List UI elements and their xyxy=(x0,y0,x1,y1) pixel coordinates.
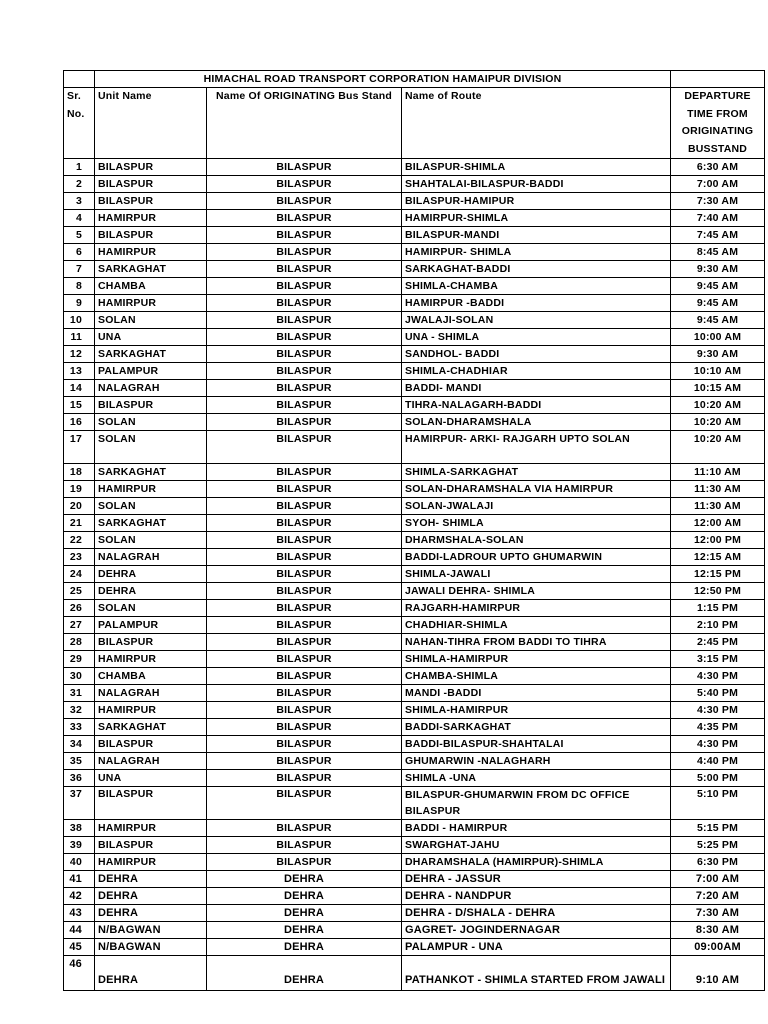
unit-name-cell: BILASPUR xyxy=(95,176,207,193)
departure-time-cell: 11:30 AM xyxy=(671,498,765,515)
table-row xyxy=(64,600,765,617)
departure-time-cell: 6:30 AM xyxy=(671,159,765,176)
departure-time-cell: 8:30 AM xyxy=(671,922,765,939)
originating-stand-cell: BILASPUR xyxy=(207,329,402,346)
table-row xyxy=(64,820,765,837)
sr-no-cell: 13 xyxy=(64,363,95,380)
header-originating-stand: Name Of ORIGINATING Bus Stand xyxy=(207,88,402,159)
table-row xyxy=(64,566,765,583)
departure-time-cell: 10:15 AM xyxy=(671,380,765,397)
sr-no-cell: 23 xyxy=(64,549,95,566)
sr-no-cell: 12 xyxy=(64,346,95,363)
table-row xyxy=(64,736,765,753)
departure-time-cell: 7:00 AM xyxy=(671,871,765,888)
route-cell: SOLAN-DHARAMSHALA xyxy=(402,414,671,431)
unit-name-cell: CHAMBA xyxy=(95,668,207,685)
originating-stand-cell: DEHRA xyxy=(207,956,402,991)
table-row xyxy=(64,770,765,787)
sr-no-cell: 38 xyxy=(64,820,95,837)
unit-name-cell: SOLAN xyxy=(95,600,207,617)
sr-no-cell: 8 xyxy=(64,278,95,295)
originating-stand-cell: BILASPUR xyxy=(207,719,402,736)
table-row xyxy=(64,193,765,210)
unit-name-cell: PALAMPUR xyxy=(95,363,207,380)
route-cell: SHIMLA-CHAMBA xyxy=(402,278,671,295)
unit-name-cell: NALAGRAH xyxy=(95,753,207,770)
departure-time-cell: 4:40 PM xyxy=(671,753,765,770)
unit-name-cell: SOLAN xyxy=(95,414,207,431)
originating-stand-cell: DEHRA xyxy=(207,922,402,939)
sr-no-cell: 31 xyxy=(64,685,95,702)
unit-name-cell: HAMIRPUR xyxy=(95,820,207,837)
table-row xyxy=(64,210,765,227)
route-cell: CHAMBA-SHIMLA xyxy=(402,668,671,685)
table-row xyxy=(64,719,765,736)
route-cell: DEHRA - NANDPUR xyxy=(402,888,671,905)
originating-stand-cell: BILASPUR xyxy=(207,820,402,837)
unit-name-cell: DEHRA xyxy=(95,566,207,583)
table-row xyxy=(64,702,765,719)
route-cell: SHIMLA-SARKAGHAT xyxy=(402,464,671,481)
table-row xyxy=(64,295,765,312)
departure-time-cell: 9:45 AM xyxy=(671,295,765,312)
originating-stand-cell: BILASPUR xyxy=(207,600,402,617)
table-row xyxy=(64,244,765,261)
originating-stand-cell: BILASPUR xyxy=(207,227,402,244)
route-cell: HAMIRPUR -BADDI xyxy=(402,295,671,312)
route-cell: BADDI- MANDI xyxy=(402,380,671,397)
table-row xyxy=(64,634,765,651)
unit-name-cell: SOLAN xyxy=(95,431,207,464)
unit-name-cell: NALAGRAH xyxy=(95,685,207,702)
sr-no-cell: 40 xyxy=(64,854,95,871)
table-row xyxy=(64,753,765,770)
sr-no-cell: 2 xyxy=(64,176,95,193)
route-cell: SHIMLA-HAMIRPUR xyxy=(402,651,671,668)
sr-no-cell: 3 xyxy=(64,193,95,210)
route-cell: DHARMSHALA-SOLAN xyxy=(402,532,671,549)
sr-no-cell: 29 xyxy=(64,651,95,668)
originating-stand-cell: DEHRA xyxy=(207,905,402,922)
departure-time-cell: 4:30 PM xyxy=(671,668,765,685)
route-cell: BADDI-SARKAGHAT xyxy=(402,719,671,736)
unit-name-cell: SOLAN xyxy=(95,532,207,549)
departure-time-cell: 10:10 AM xyxy=(671,363,765,380)
route-cell: JWALAJI-SOLAN xyxy=(402,312,671,329)
originating-stand-cell: BILASPUR xyxy=(207,363,402,380)
table-row xyxy=(64,854,765,871)
route-cell: RAJGARH-HAMIRPUR xyxy=(402,600,671,617)
unit-name-cell: BILASPUR xyxy=(95,193,207,210)
unit-name-cell: HAMIRPUR xyxy=(95,244,207,261)
sr-no-cell: 43 xyxy=(64,905,95,922)
header-row xyxy=(64,88,765,159)
sr-no-cell: 26 xyxy=(64,600,95,617)
table-row xyxy=(64,922,765,939)
route-cell: TIHRA-NALAGARH-BADDI xyxy=(402,397,671,414)
table-row xyxy=(64,515,765,532)
route-cell: HAMIRPUR- ARKI- RAJGARH UPTO SOLAN xyxy=(402,431,671,464)
unit-name-cell: BILASPUR xyxy=(95,634,207,651)
table-row xyxy=(64,481,765,498)
sr-no-cell: 25 xyxy=(64,583,95,600)
originating-stand-cell: BILASPUR xyxy=(207,651,402,668)
route-cell: DHARAMSHALA (HAMIRPUR)-SHIMLA xyxy=(402,854,671,871)
departure-time-cell: 9:10 AM xyxy=(671,956,765,991)
sr-no-cell: 5 xyxy=(64,227,95,244)
departure-time-cell: 5:00 PM xyxy=(671,770,765,787)
departure-time-cell: 3:15 PM xyxy=(671,651,765,668)
sr-no-cell: 10 xyxy=(64,312,95,329)
title-blank-cell xyxy=(671,71,765,88)
table-row xyxy=(64,651,765,668)
departure-time-cell: 11:30 AM xyxy=(671,481,765,498)
unit-name-cell: PALAMPUR xyxy=(95,617,207,634)
sr-no-cell: 41 xyxy=(64,871,95,888)
unit-name-cell: BILASPUR xyxy=(95,736,207,753)
sr-no-cell: 32 xyxy=(64,702,95,719)
title-row xyxy=(64,71,765,88)
departure-time-cell: 9:45 AM xyxy=(671,312,765,329)
unit-name-cell: BILASPUR xyxy=(95,787,207,820)
departure-time-cell: 5:25 PM xyxy=(671,837,765,854)
originating-stand-cell: BILASPUR xyxy=(207,702,402,719)
sr-no-cell: 44 xyxy=(64,922,95,939)
departure-time-cell: 12:00 PM xyxy=(671,532,765,549)
table-row xyxy=(64,956,765,991)
unit-name-cell: SARKAGHAT xyxy=(95,515,207,532)
unit-name-cell: UNA xyxy=(95,329,207,346)
unit-name-cell: UNA xyxy=(95,770,207,787)
originating-stand-cell: BILASPUR xyxy=(207,634,402,651)
departure-time-cell: 7:45 AM xyxy=(671,227,765,244)
header-unit-name: Unit Name xyxy=(95,88,207,159)
table-row xyxy=(64,685,765,702)
departure-time-cell: 7:20 AM xyxy=(671,888,765,905)
sr-no-cell: 30 xyxy=(64,668,95,685)
route-cell: MANDI -BADDI xyxy=(402,685,671,702)
table-row xyxy=(64,380,765,397)
route-cell: CHADHIAR-SHIMLA xyxy=(402,617,671,634)
unit-name-cell: SOLAN xyxy=(95,312,207,329)
route-cell: SHAHTALAI-BILASPUR-BADDI xyxy=(402,176,671,193)
unit-name-cell: SARKAGHAT xyxy=(95,464,207,481)
route-cell: SHIMLA-HAMIRPUR xyxy=(402,702,671,719)
table-row xyxy=(64,227,765,244)
unit-name-cell: HAMIRPUR xyxy=(95,854,207,871)
table-row xyxy=(64,261,765,278)
unit-name-cell: DEHRA xyxy=(95,583,207,600)
header-sr-no: Sr. No. xyxy=(64,88,95,159)
header-route: Name of Route xyxy=(402,88,671,159)
originating-stand-cell: BILASPUR xyxy=(207,566,402,583)
unit-name-cell: NALAGRAH xyxy=(95,549,207,566)
route-cell: BILASPUR-GHUMARWIN FROM DC OFFICE BILASPUR xyxy=(402,787,671,820)
departure-time-cell: 4:30 PM xyxy=(671,702,765,719)
originating-stand-cell: BILASPUR xyxy=(207,515,402,532)
departure-time-cell: 10:20 AM xyxy=(671,397,765,414)
sr-no-cell: 46 xyxy=(64,956,95,991)
unit-name-cell: DEHRA xyxy=(95,905,207,922)
table-row xyxy=(64,312,765,329)
header-departure-time: DEPARTURE TIME FROM ORIGINATING BUSSTAND xyxy=(671,88,765,159)
document-title: HIMACHAL ROAD TRANSPORT CORPORATION HAMAIPUR DIVISION xyxy=(95,71,671,88)
table-row xyxy=(64,363,765,380)
table-row xyxy=(64,346,765,363)
sr-no-cell: 21 xyxy=(64,515,95,532)
route-cell: BILASPUR-SHIMLA xyxy=(402,159,671,176)
originating-stand-cell: BILASPUR xyxy=(207,736,402,753)
originating-stand-cell: BILASPUR xyxy=(207,837,402,854)
originating-stand-cell: DEHRA xyxy=(207,888,402,905)
sr-no-cell: 35 xyxy=(64,753,95,770)
originating-stand-cell: BILASPUR xyxy=(207,261,402,278)
table-row xyxy=(64,905,765,922)
unit-name-cell: HAMIRPUR xyxy=(95,481,207,498)
unit-name-cell: BILASPUR xyxy=(95,227,207,244)
sr-no-cell: 39 xyxy=(64,837,95,854)
sr-no-cell: 37 xyxy=(64,787,95,820)
departure-time-cell: 2:45 PM xyxy=(671,634,765,651)
originating-stand-cell: BILASPUR xyxy=(207,244,402,261)
schedule-table xyxy=(63,70,765,991)
unit-name-cell: HAMIRPUR xyxy=(95,210,207,227)
originating-stand-cell: BILASPUR xyxy=(207,210,402,227)
sr-no-cell: 19 xyxy=(64,481,95,498)
sr-no-cell: 45 xyxy=(64,939,95,956)
sr-no-cell: 1 xyxy=(64,159,95,176)
departure-time-cell: 4:30 PM xyxy=(671,736,765,753)
route-cell: SHIMLA-JAWALI xyxy=(402,566,671,583)
departure-time-cell: 2:10 PM xyxy=(671,617,765,634)
route-cell: BADDI - HAMIRPUR xyxy=(402,820,671,837)
table-row xyxy=(64,414,765,431)
departure-time-cell: 7:30 AM xyxy=(671,193,765,210)
route-cell: BADDI-BILASPUR-SHAHTALAI xyxy=(402,736,671,753)
originating-stand-cell: BILASPUR xyxy=(207,787,402,820)
unit-name-cell: N/BAGWAN xyxy=(95,922,207,939)
unit-name-cell: HAMIRPUR xyxy=(95,651,207,668)
departure-time-cell: 6:30 PM xyxy=(671,854,765,871)
departure-time-cell: 7:40 AM xyxy=(671,210,765,227)
originating-stand-cell: DEHRA xyxy=(207,939,402,956)
route-cell: PALAMPUR - UNA xyxy=(402,939,671,956)
sr-no-cell: 11 xyxy=(64,329,95,346)
originating-stand-cell: BILASPUR xyxy=(207,854,402,871)
route-cell: SHIMLA -UNA xyxy=(402,770,671,787)
unit-name-cell: DEHRA xyxy=(95,888,207,905)
table-row xyxy=(64,278,765,295)
unit-name-cell: BILASPUR xyxy=(95,159,207,176)
route-cell: SANDHOL- BADDI xyxy=(402,346,671,363)
sr-no-cell: 6 xyxy=(64,244,95,261)
route-cell: SOLAN-JWALAJI xyxy=(402,498,671,515)
originating-stand-cell: BILASPUR xyxy=(207,668,402,685)
route-cell: SARKAGHAT-BADDI xyxy=(402,261,671,278)
route-cell: DEHRA - JASSUR xyxy=(402,871,671,888)
departure-time-cell: 09:00AM xyxy=(671,939,765,956)
sr-no-cell: 20 xyxy=(64,498,95,515)
unit-name-cell: SARKAGHAT xyxy=(95,261,207,278)
sr-no-cell: 28 xyxy=(64,634,95,651)
departure-time-cell: 7:00 AM xyxy=(671,176,765,193)
originating-stand-cell: BILASPUR xyxy=(207,685,402,702)
departure-time-cell: 9:30 AM xyxy=(671,346,765,363)
originating-stand-cell: BILASPUR xyxy=(207,617,402,634)
sr-no-cell: 15 xyxy=(64,397,95,414)
sr-no-cell: 27 xyxy=(64,617,95,634)
originating-stand-cell: BILASPUR xyxy=(207,481,402,498)
table-row xyxy=(64,329,765,346)
unit-name-cell: CHAMBA xyxy=(95,278,207,295)
departure-time-cell: 11:10 AM xyxy=(671,464,765,481)
sr-no-cell: 18 xyxy=(64,464,95,481)
route-cell: JAWALI DEHRA- SHIMLA xyxy=(402,583,671,600)
departure-time-cell: 5:40 PM xyxy=(671,685,765,702)
originating-stand-cell: BILASPUR xyxy=(207,498,402,515)
departure-time-cell: 5:15 PM xyxy=(671,820,765,837)
sr-no-cell: 34 xyxy=(64,736,95,753)
originating-stand-cell: BILASPUR xyxy=(207,295,402,312)
table-row xyxy=(64,176,765,193)
originating-stand-cell: BILASPUR xyxy=(207,583,402,600)
route-cell: SWARGHAT-JAHU xyxy=(402,837,671,854)
departure-time-cell: 8:45 AM xyxy=(671,244,765,261)
departure-time-cell: 10:20 AM xyxy=(671,414,765,431)
sr-no-cell: 24 xyxy=(64,566,95,583)
route-cell: PATHANKOT - SHIMLA STARTED FROM JAWALI xyxy=(402,956,671,991)
unit-name-cell: NALAGRAH xyxy=(95,380,207,397)
originating-stand-cell: BILASPUR xyxy=(207,159,402,176)
sr-no-cell: 4 xyxy=(64,210,95,227)
sr-no-cell: 22 xyxy=(64,532,95,549)
route-cell: SOLAN-DHARAMSHALA VIA HAMIRPUR xyxy=(402,481,671,498)
originating-stand-cell: BILASPUR xyxy=(207,193,402,210)
departure-time-cell: 7:30 AM xyxy=(671,905,765,922)
route-cell: BILASPUR-HAMIPUR xyxy=(402,193,671,210)
route-cell: BILASPUR-MANDI xyxy=(402,227,671,244)
unit-name-cell: BILASPUR xyxy=(95,837,207,854)
originating-stand-cell: BILASPUR xyxy=(207,549,402,566)
originating-stand-cell: BILASPUR xyxy=(207,532,402,549)
sr-no-cell: 36 xyxy=(64,770,95,787)
unit-name-cell: HAMIRPUR xyxy=(95,702,207,719)
sr-no-cell: 9 xyxy=(64,295,95,312)
sr-no-cell: 42 xyxy=(64,888,95,905)
table-row xyxy=(64,837,765,854)
departure-time-cell: 12:15 PM xyxy=(671,566,765,583)
unit-name-cell: SARKAGHAT xyxy=(95,719,207,736)
unit-name-cell: N/BAGWAN xyxy=(95,939,207,956)
departure-time-cell: 12:15 AM xyxy=(671,549,765,566)
table-row xyxy=(64,617,765,634)
unit-name-cell: BILASPUR xyxy=(95,397,207,414)
sr-no-cell: 7 xyxy=(64,261,95,278)
route-cell: HAMIRPUR- SHIMLA xyxy=(402,244,671,261)
unit-name-cell: SARKAGHAT xyxy=(95,346,207,363)
title-spacer-cell xyxy=(64,71,95,88)
unit-name-cell: SOLAN xyxy=(95,498,207,515)
departure-time-cell: 10:20 AM xyxy=(671,431,765,464)
unit-name-cell: HAMIRPUR xyxy=(95,295,207,312)
sr-no-cell: 33 xyxy=(64,719,95,736)
originating-stand-cell: BILASPUR xyxy=(207,770,402,787)
table-row xyxy=(64,888,765,905)
originating-stand-cell: BILASPUR xyxy=(207,753,402,770)
originating-stand-cell: BILASPUR xyxy=(207,346,402,363)
table-row xyxy=(64,397,765,414)
table-row xyxy=(64,431,765,464)
table-row xyxy=(64,532,765,549)
route-cell: NAHAN-TIHRA FROM BADDI TO TIHRA xyxy=(402,634,671,651)
departure-time-cell: 10:00 AM xyxy=(671,329,765,346)
table-row xyxy=(64,871,765,888)
departure-time-cell: 9:30 AM xyxy=(671,261,765,278)
originating-stand-cell: BILASPUR xyxy=(207,464,402,481)
originating-stand-cell: BILASPUR xyxy=(207,414,402,431)
departure-time-cell: 1:15 PM xyxy=(671,600,765,617)
originating-stand-cell: DEHRA xyxy=(207,871,402,888)
table-row xyxy=(64,159,765,176)
originating-stand-cell: BILASPUR xyxy=(207,312,402,329)
departure-time-cell: 12:50 PM xyxy=(671,583,765,600)
departure-time-cell: 4:35 PM xyxy=(671,719,765,736)
route-cell: HAMIRPUR-SHIMLA xyxy=(402,210,671,227)
table-row xyxy=(64,549,765,566)
table-row xyxy=(64,583,765,600)
sr-no-cell: 16 xyxy=(64,414,95,431)
originating-stand-cell: BILASPUR xyxy=(207,380,402,397)
route-cell: SHIMLA-CHADHIAR xyxy=(402,363,671,380)
sr-no-cell: 17 xyxy=(64,431,95,464)
departure-time-cell: 12:00 AM xyxy=(671,515,765,532)
route-cell: SYOH- SHIMLA xyxy=(402,515,671,532)
sr-no-cell: 14 xyxy=(64,380,95,397)
originating-stand-cell: BILASPUR xyxy=(207,431,402,464)
table-row xyxy=(64,939,765,956)
table-row xyxy=(64,498,765,515)
route-cell: GHUMARWIN -NALAGHARH xyxy=(402,753,671,770)
departure-time-cell: 5:10 PM xyxy=(671,787,765,820)
route-cell: DEHRA - D/SHALA - DEHRA xyxy=(402,905,671,922)
route-cell: GAGRET- JOGINDERNAGAR xyxy=(402,922,671,939)
originating-stand-cell: BILASPUR xyxy=(207,397,402,414)
route-cell: BADDI-LADROUR UPTO GHUMARWIN xyxy=(402,549,671,566)
table-row xyxy=(64,668,765,685)
route-cell: UNA - SHIMLA xyxy=(402,329,671,346)
originating-stand-cell: BILASPUR xyxy=(207,278,402,295)
originating-stand-cell: BILASPUR xyxy=(207,176,402,193)
table-row xyxy=(64,464,765,481)
table-row xyxy=(64,787,765,820)
departure-time-cell: 9:45 AM xyxy=(671,278,765,295)
unit-name-cell: DEHRA xyxy=(95,956,207,991)
unit-name-cell: DEHRA xyxy=(95,871,207,888)
